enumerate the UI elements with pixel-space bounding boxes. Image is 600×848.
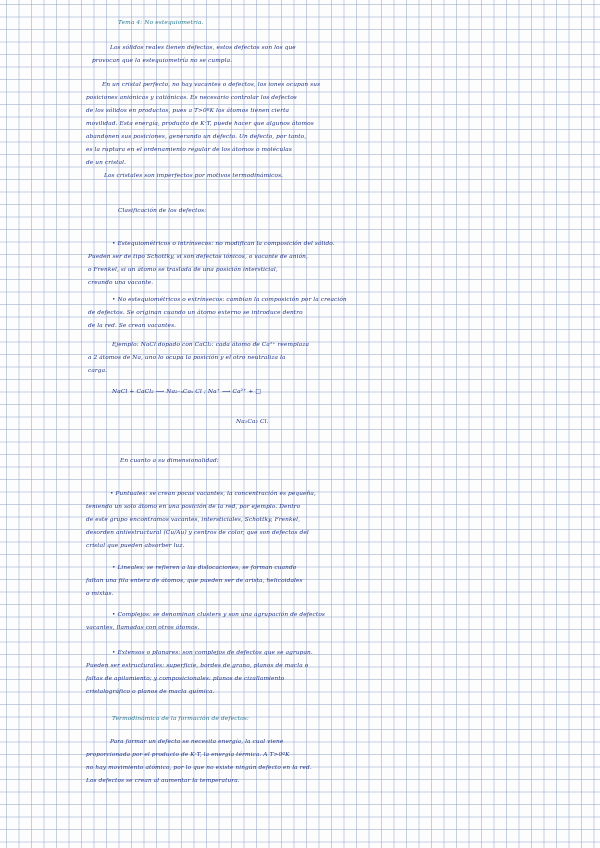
text-line: proporcionada por el producto de K·T, la energía térmica. A T>0ºK <box>86 752 290 758</box>
text-line: o Frenkel, si un átomo se traslada de una posición intersticial, <box>88 267 278 273</box>
text-line: o mixtas. <box>86 591 114 597</box>
text-line: de defectos. Se originan cuando un átomo externo se introduce dentro <box>88 310 303 316</box>
text-line: es la ruptura en el ordenamiento regular de los átomos o moléculas <box>86 147 292 153</box>
text-line: movilidad. Esta energía, producto de K·T, puede hacer que algunos átomos <box>86 121 314 127</box>
text-line: creando una vacante. <box>88 280 154 286</box>
text-line: de este grupo encontramos vacantes, intersticiales, Schottky, Frenkel, <box>86 517 301 523</box>
text-line: faltas de apilamiento; y composicionales: planos de cizallamiento <box>86 676 285 682</box>
text-line: vacantes, llamadas con otros átomos. <box>86 625 200 631</box>
reaction-product: Na₁Ca₂ Cl. <box>236 419 269 425</box>
text-line: carga. <box>88 368 108 374</box>
text-line: faltan una fila entera de átomos, que pueden ser de arista, helicoidales <box>86 578 303 584</box>
text-line: • Extensos o planares: son complejos de defectos que se agrupan. <box>112 650 313 656</box>
text-line: de la red. Se crean vacantes. <box>88 323 177 329</box>
text-line: de un cristal. <box>86 160 127 166</box>
text-line: de los sólidos en productos, pues a T>0ºK los átomos tienen cierta <box>86 108 290 114</box>
classification-heading: Clasificación de los defectos: <box>118 208 207 214</box>
text-line: Para formar un defecto se necesita energía, la cual viene <box>110 739 284 745</box>
page-title: Tema 4: No estequiometria. <box>118 20 204 26</box>
text-line: desorden antiestructural (Cu/Au) y centros de color, que son defectos del <box>86 530 309 536</box>
text-line: no hay movimiento atómico, por lo que no existe ningún defecto en la red. <box>86 765 312 771</box>
text-line: Ejemplo: NaCl dopado con CaCl₂: cada átomo de Ca²⁺ reemplaza <box>112 342 310 348</box>
reaction-formula: NaCl + CaCl₂ ⟶ Na₂₋ₓCaₓ Cl ; Na⁺ ⟶ Ca²⁺ + □ <box>112 389 262 395</box>
text-line: a 2 átomos de Na, uno lo ocupa la posición y el otro neutraliza la <box>88 355 286 361</box>
text-line: • Lineales: se refieren a las dislocaciones, se forman cuando <box>112 565 297 571</box>
text-line: provocan que la estequiometría no se cumpla. <box>92 58 233 64</box>
summary-line: Los cristales son imperfectos por motivos termodinámicos. <box>104 173 284 179</box>
text-line: Pueden ser estructurales: superficie, bordes de grano, planos de macla o <box>86 663 309 669</box>
text-line: • Estequiométricos o intrínsecos: no modifican la composición del sólido. <box>112 241 335 247</box>
text-line: • Complejos: se denominan clusters y son una agrupación de defectos <box>112 612 325 618</box>
text-line: cristalográfico o planos de macla química. <box>86 689 215 695</box>
text-line: • Puntuales: se crean pocas vacantes, la concentración es pequeña, <box>110 491 316 497</box>
text-line: Los sólidos reales tienen defectos, estos defectos son los que <box>110 45 296 51</box>
text-line: • No estequiométricos o extrínsecos: cambian la composición por la creación <box>112 297 347 303</box>
text-line: abandonen sus posiciones, generando un defecto. Un defecto, por tanto, <box>86 134 307 140</box>
dimensionality-heading: En cuanto a su dimensionalidad: <box>120 458 219 464</box>
text-line: En un cristal perfecto, no hay vacantes o defectos, los iones ocupan sus <box>102 82 321 88</box>
text-line: Los defectos se crean al aumentar la temperatura. <box>86 778 240 784</box>
text-line: posiciones aniónicas y catiónicas. Es necesario controlar los defectos <box>86 95 297 101</box>
text-line: Pueden ser de tipo Schottky, si son defectos iónicos, o vacante de anión, <box>88 254 308 260</box>
text-line: teniendo un solo átomo en una posición de la red, por ejemplo. Dentro <box>86 504 301 510</box>
thermodynamics-heading: Termodinámica de la formación de defectos: <box>112 716 249 722</box>
text-line: cristal que pueden absorber luz. <box>86 543 185 549</box>
